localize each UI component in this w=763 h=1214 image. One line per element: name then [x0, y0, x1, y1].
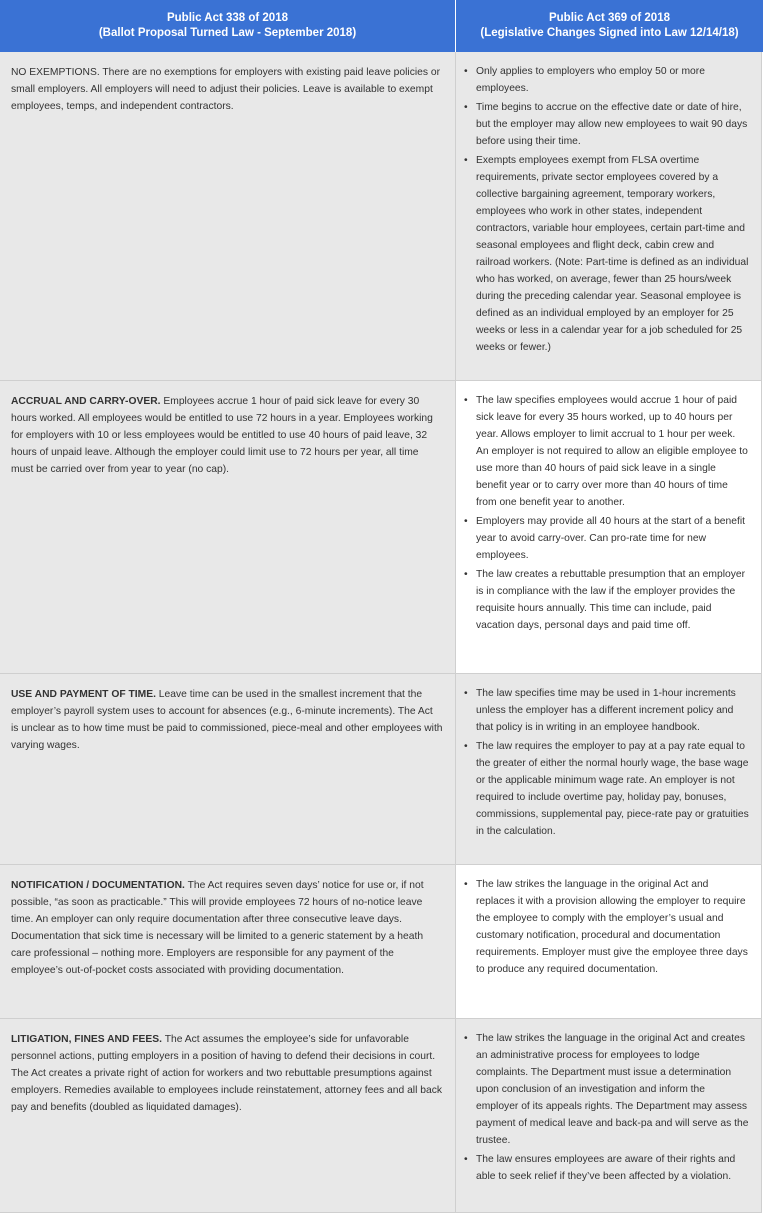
row-litigation-left — [0, 1019, 455, 1212]
row-notification-left — [0, 865, 455, 1018]
row-notification-right — [456, 865, 761, 1018]
column-divider — [455, 52, 456, 1212]
row-accrual-left-text: Employees accrue 1 hour of paid sick leave for every 30 hours worked. All employees would be entitled to use 72 hours in a year. Employees working for employers with 10 or less employees would be entitled to use 40 hours of paid leave, 32 hours of unpaid leave. Although the employer could limit use to 72 hours per year, all time must be carried over from year to year (no cap). — [11, 396, 433, 475]
list-item: • Time begins to accrue on the effective date or date of hire, but the employer may allow new employees to wait 90 days before using their time. — [464, 99, 749, 150]
row-litigation-right — [456, 1019, 761, 1212]
list-item: • The law specifies employees would accrue 1 hour of paid sick leave for every 35 hours worked, up to 40 hours per year. Allows employer to limit accrual to 1 hour per week. An employer is not required to allow an eligible employee to use more than 40 hours of paid sick leave in a single benefit year or to carry over more than 40 hours of time from one benefit year to another. — [464, 392, 749, 511]
list-item: • The law specifies time may be used in 1-hour increments unless the employer has a different increment policy and that policy is in writing in an employee handbook. — [464, 685, 749, 736]
row-use-payment-left-text: Leave time can be used in the smallest increment that the employer’s payroll system uses to account for absences (e.g., 6-minute increments). The Act is unclear as to how time must be paid to commissioned, piece-meal and other employees with varying wages. — [11, 689, 443, 751]
row-notification-title: NOTIFICATION / DOCUMENTATION. — [11, 880, 185, 891]
header-left-subtitle: (Ballot Proposal Turned Law - September 2018) — [98, 27, 357, 39]
list-item: • Employers may provide all 40 hours at the start of a benefit year to avoid carry-over. Can pro-rate time for new employees. — [464, 513, 749, 564]
row-use-payment-left — [0, 674, 455, 864]
row-litigation-bullets — [464, 1030, 749, 1185]
row-divider — [0, 1212, 762, 1213]
row-exemptions-right — [456, 52, 761, 380]
row-exemptions-bullets — [464, 63, 749, 356]
list-item: • The law strikes the language in the original Act and creates an administrative process for employees to lodge complaints. The Department must issue a determination upon conclusion of an investigation and inform the employer of its appeals rights. The Department may assess payment of medical leave and back-pa and will serve as the trustee. — [464, 1030, 749, 1149]
list-item: • The law requires the employer to pay at a pay rate equal to the greater of either the normal hourly wage, the base wage or the applicable minimum wage rate. An employer is not required to include overtime pay, holiday pay, bonuses, commissions, supplemental pay, piece-rate pay or gratuities in the calculation. — [464, 738, 749, 840]
header-left-title: Public Act 338 of 2018 — [166, 12, 288, 24]
list-item: • The law strikes the language in the original Act and replaces it with a provision allowing the employer to require the employee to comply with the employer’s usual and customary notification, procedural and documentation requirements. Employer must give the employee three days to produce any required documentation. — [464, 876, 749, 978]
row-exemptions-left-text: NO EXEMPTIONS. There are no exemptions for employers with existing paid leave policies or small employers. All employers will need to adjust their policies. Leave is available to exempt employees, temps, and independent contractors. — [11, 67, 441, 112]
row-litigation-title: LITIGATION, FINES AND FEES. — [11, 1034, 163, 1045]
table-right-border — [761, 52, 762, 1212]
row-accrual-bullets — [464, 392, 749, 634]
row-litigation-left-text: The Act assumes the employee’s side for unfavorable personnel actions, putting employers in a position of having to defend their decisions in court. The Act creates a private right of action for workers and two rebuttable presumptions against employers. Remedies available to employees include reinstatement, attorney fees and all back pay and benefits (doubled as liquidated damages). — [11, 1034, 442, 1113]
row-notification-bullets — [464, 876, 749, 978]
header-right-title: Public Act 369 of 2018 — [548, 12, 670, 24]
row-exemptions-left — [0, 52, 455, 380]
header-public-act-338 — [0, 0, 455, 52]
row-accrual-left — [0, 381, 455, 673]
list-item: • Only applies to employers who employ 50 or more employees. — [464, 63, 749, 97]
row-use-payment-right — [456, 674, 761, 864]
header-right-subtitle: (Legislative Changes Signed into Law 12/14/18) — [480, 27, 739, 39]
row-accrual-right — [456, 381, 761, 673]
row-use-payment-bullets — [464, 685, 749, 840]
row-use-payment-title: USE AND PAYMENT OF TIME. — [11, 689, 156, 700]
header-public-act-369 — [456, 0, 763, 52]
row-accrual-title: ACCRUAL AND CARRY-OVER. — [11, 396, 161, 407]
row-notification-left-text: The Act requires seven days’ notice for use or, if not possible, “as soon as practicable.” This will provide employees 72 hours of no-notice leave time. An employer can only require documentation after three consecutive leave days. Documentation that sick time is necessary will be limited to a generic statement by a heath care professional – nothing more. Employers are responsible for any payment of the employee’s out-of-pocket costs associated with providing documentation. — [11, 880, 424, 976]
list-item: • The law ensures employees are aware of their rights and able to seek relief if they’ve been affected by a violation. — [464, 1151, 749, 1185]
list-item: • Exempts employees exempt from FLSA overtime requirements, private sector employees covered by a collective bargaining agreement, temporary workers, employees who work in other states, independent contractors, variable hour employees, certain part-time and seasonal employees and flight deck, cabin crew and railroad workers. (Note: Part-time is defined as an individual who has worked, on average, fewer than 25 hours/week during the preceding calendar year. Seasonal employee is defined as an individual employed by an employer for 25 weeks or less in a calendar year for a job scheduled for 25 weeks or fewer.) — [464, 152, 749, 356]
list-item: • The law creates a rebuttable presumption that an employer is in compliance with the law if the employer provides the requisite hours annually. This time can include, paid vacation days, personal days and paid time off. — [464, 566, 749, 634]
